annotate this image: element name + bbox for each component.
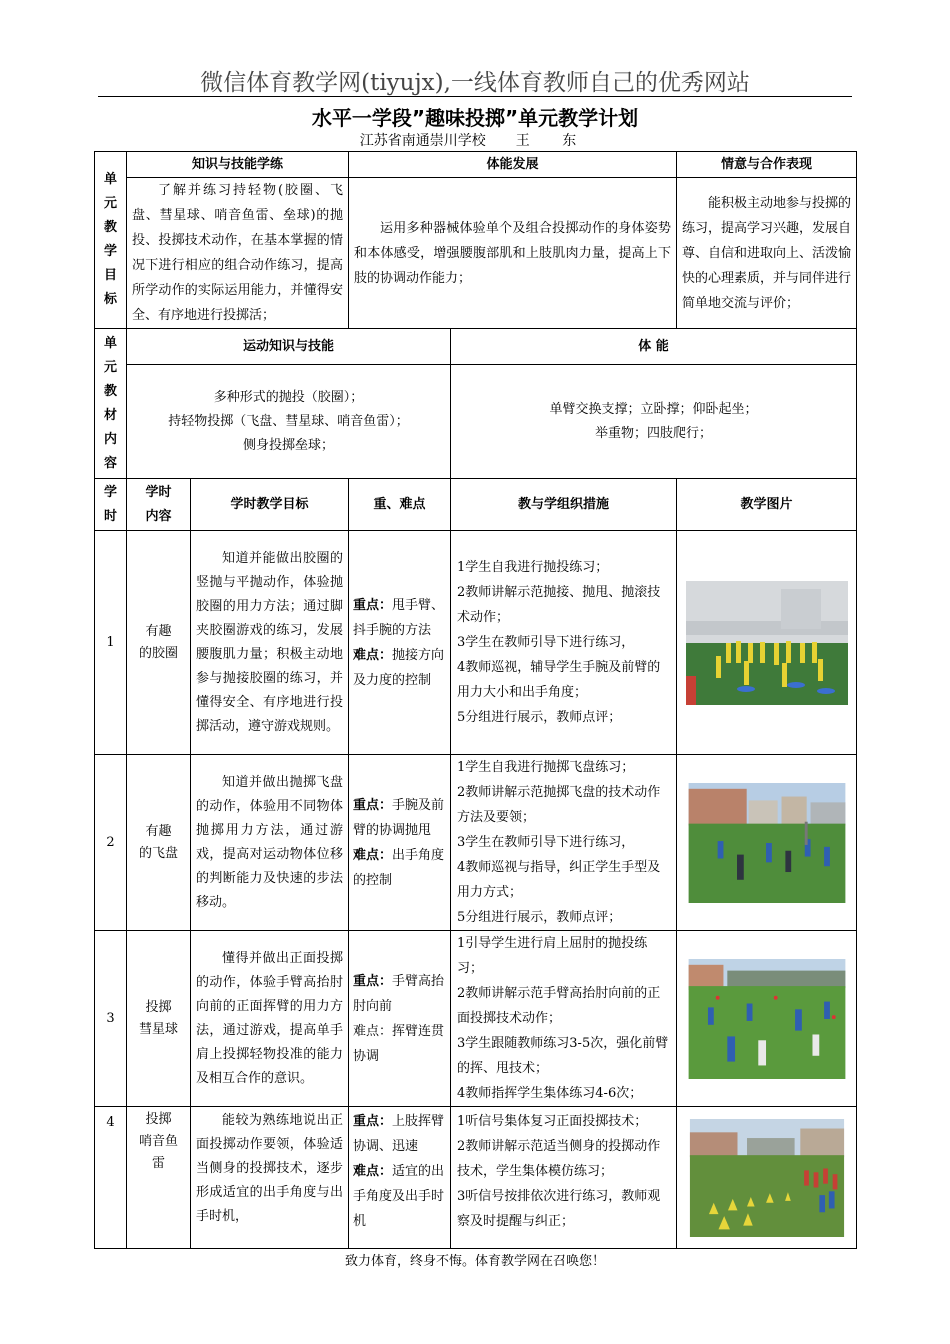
objectives-header-affect: 情意与合作表现 <box>677 152 857 178</box>
lesson-goal: 懂得并做出正面投掷的动作，体验手臂高抬肘向前的正面挥臂的用力方法，通过游戏，提高单手肩上投掷轻物投准的能力及相互合作的意识。 <box>191 931 349 1107</box>
materials-fitness <box>451 365 857 479</box>
lesson-content: 有趣 的胶圈 <box>127 531 191 755</box>
skill-item: 持轻物投掷（飞盘、彗星球、哨音鱼雷）； <box>168 413 409 429</box>
lesson-content: 投掷 彗星球 <box>127 931 191 1107</box>
objective-fitness: 运用多种器械体验单个及组合投掷动作的身体姿势和本体感受，增强腰腹部肌和上肢肌肉力量，提高上下肢的协调动作能力； <box>349 178 677 329</box>
author-line <box>0 130 950 150</box>
table-row <box>95 531 857 755</box>
lesson-goal-header: 学时教学目标 <box>191 479 349 531</box>
lesson-key-points: 重点：上肢挥臂协调、迅速 难点：适宜的出手角度及出手时机 <box>349 1107 451 1249</box>
skill-item: 侧身投掷垒球； <box>243 437 335 453</box>
lesson-number: 4 <box>95 1107 127 1249</box>
document-title: 水平一学段”趣味投掷”单元教学计划 <box>311 106 639 130</box>
lesson-hour-header: 学时 <box>95 479 127 531</box>
lesson-goal: 知道并做出抛掷飞盘的动作，体验用不同物体抛掷用力方法，通过游戏，提高对运动物体位移的判断能力及快速的步法移动。 <box>191 755 349 931</box>
lesson-content: 投掷 哨音鱼 雷 <box>127 1107 191 1249</box>
skill-item: 多种形式的抛投（胶圈）； <box>213 389 364 405</box>
teacher-name: 王 东 <box>515 133 591 149</box>
lesson-content-header: 学时内容 <box>127 479 191 531</box>
frisbee-field-photo <box>686 783 848 903</box>
lesson-steps: 1听信号集体复习正面投掷技术； 2教师讲解示范适当侧身的投掷动作技术，学生集体模仿练习； 3听信号按排依次进行练习，教师观察及时提醒与纠正； <box>451 1107 677 1249</box>
materials-header-skills: 运动知识与技能 <box>127 329 451 365</box>
table-row <box>95 1107 857 1249</box>
unit-plan-table <box>94 151 857 1249</box>
lesson-org-header: 教与学组织措施 <box>451 479 677 531</box>
lesson-photo-cell <box>677 531 857 755</box>
lesson-key-header: 重、难点 <box>349 479 451 531</box>
materials-skills <box>127 365 451 479</box>
objectives-header-knowledge: 知识与技能学练 <box>127 152 349 178</box>
site-header: 微信体育教学网(tiyujx),一线体育教师自己的优秀网站 <box>200 70 750 96</box>
lesson-photo-cell <box>677 755 857 931</box>
cones-field-photo <box>686 1119 848 1237</box>
lesson-photo-cell <box>677 1107 857 1249</box>
lesson-goal: 知道并能做出胶圈的竖抛与平抛动作，体验抛胶圈的用力方法；通过脚夹胶圈游戏的练习，发展腰腹肌力量；积极主动地参与抛接胶圈的练习，并懂得安全、有序地进行投掷活动，遵守游戏规则。 <box>191 531 349 755</box>
table-row <box>95 931 857 1107</box>
foggy-field-photo <box>686 581 848 705</box>
lesson-photo-header: 教学图片 <box>677 479 857 531</box>
lesson-content: 有趣 的飞盘 <box>127 755 191 931</box>
lesson-number: 2 <box>95 755 127 931</box>
fitness-item: 举重物；四肢爬行； <box>595 425 713 441</box>
page-footer: 致力体育，终身不悔。体育教学网在召唤您！ <box>344 1254 605 1269</box>
objectives-header-fitness: 体能发展 <box>349 152 677 178</box>
comet-ball-photo <box>686 959 848 1079</box>
objective-knowledge: 了解并练习持轻物(胶圈、飞盘、彗星球、哨音鱼雷、垒球)的抛投、投掷技术动作，在基本掌握的情况下进行相应的组合动作练习，提高所学动作的实际运用能力，并懂得安全、有序地进行投掷活； <box>127 178 349 329</box>
lesson-steps: 1学生自我进行抛掷飞盘练习； 2教师讲解示范抛掷飞盘的技术动作方法及要领； 3学生在教师引导下进行练习， 4教师巡视与指导，纠正学生手型及用力方式； 5分组进行展示，教师点评； <box>451 755 677 931</box>
header-divider <box>98 96 852 97</box>
lesson-photo-cell <box>677 931 857 1107</box>
lesson-key-points: 重点：手腕及前臂的协调抛甩 难点：出手角度的控制 <box>349 755 451 931</box>
school-name: 江苏省南通崇川学校 <box>359 133 486 149</box>
lesson-number: 1 <box>95 531 127 755</box>
lesson-steps: 1学生自我进行抛投练习； 2教师讲解示范抛接、抛甩、抛滚技术动作； 3学生在教师引导下进行练习， 4教师巡视，辅导学生手腕及前臂的用力大小和出手角度； 5分组进行展示，教师点评； <box>451 531 677 755</box>
table-row <box>95 755 857 931</box>
lesson-number: 3 <box>95 931 127 1107</box>
objective-affect: 能积极主动地参与投掷的练习，提高学习兴趣，发展自尊、自信和进取向上、活泼愉快的心理素质，并与同伴进行简单地交流与评价； <box>677 178 857 329</box>
objectives-label: 单元教学目标 <box>95 152 127 329</box>
lesson-key-points: 重点：手臂高抬肘向前 难点：挥臂连贯协调 <box>349 931 451 1107</box>
lesson-key-points: 重点：甩手臂、抖手腕的方法 难点：抛接方向及力度的控制 <box>349 531 451 755</box>
materials-header-fitness: 体 能 <box>451 329 857 365</box>
lesson-steps: 1引导学生进行肩上屈肘的抛投练习； 2教师讲解示范手臂高抬肘向前的正面投掷技术动作； 3学生跟随教师练习3-5次，强化前臂的挥、甩技术； 4教师指挥学生集体练习4-6次； <box>451 931 677 1107</box>
fitness-item: 单臂交换支撑；立卧撑；仰卧起坐； <box>549 401 758 417</box>
lesson-goal: 能较为熟练地说出正面投掷动作要领，体验适当侧身的投掷技术，逐步形成适宜的出手角度与出手时机， <box>191 1107 349 1249</box>
materials-label: 单元教材内容 <box>95 329 127 479</box>
